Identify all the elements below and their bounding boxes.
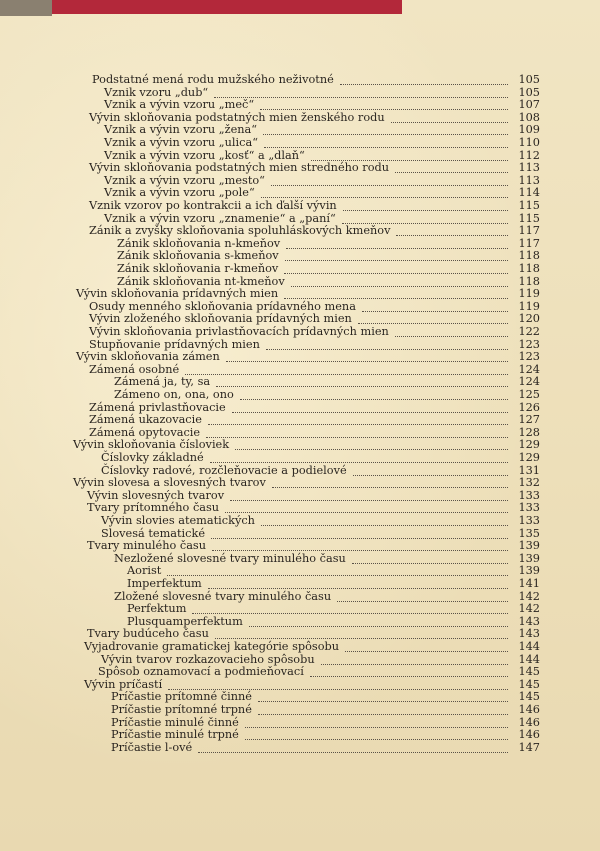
toc-entry-title: Zánik a zvyšky skloňovania spoluhláskových kmeňov	[89, 224, 391, 238]
toc-entry-page: 117	[518, 236, 540, 250]
toc-entry-title: Vývin slovesa a slovesných tvarov	[73, 476, 266, 490]
toc-entry-title: Slovesá tematické	[101, 526, 206, 540]
toc-entry-title: Zložené slovesné tvary minulého času	[114, 589, 332, 603]
toc-entry-page: 108	[518, 110, 540, 124]
toc-entry-page: 123	[518, 337, 540, 351]
toc-entry-page: 145	[518, 690, 540, 704]
toc-entry-title: Zánik skloňovania nt-kmeňov	[117, 274, 285, 288]
toc-entry-page: 123	[518, 350, 540, 364]
dot-leader	[198, 738, 508, 753]
toc-entry-title: Príčastie prítomné činné	[111, 690, 252, 704]
toc-entry-title: Zánik skloňovania s-kmeňov	[117, 249, 279, 263]
toc-entry-page: 115	[518, 211, 540, 225]
toc-entry-page: 124	[518, 375, 540, 389]
toc-entry-page: 142	[518, 602, 540, 616]
toc-entry-page: 117	[518, 224, 540, 238]
toc-entry-page: 132	[518, 476, 540, 490]
toc-entry-page: 114	[518, 186, 540, 200]
toc-entry-page: 135	[518, 526, 540, 540]
toc-entry-title: Vznik a vývin vzoru „ulica“	[104, 136, 258, 149]
toc-entry-page: 131	[518, 463, 540, 477]
toc-entry-page: 115	[518, 199, 540, 212]
toc-entry-title: Vznik a vývin vzoru „meč“	[104, 98, 255, 112]
toc-entry-page: 139	[518, 539, 540, 553]
toc-entry-title: Zánik skloňovania r-kmeňov	[117, 262, 279, 275]
toc-entry-title: Vývin tvarov rozkazovacieho spôsobu	[101, 652, 315, 666]
toc-entry-title: Vývin slovesných tvarov	[87, 488, 225, 502]
toc-entry-title: Zámená ukazovacie	[89, 413, 202, 427]
toc-entry-title: Vznik a vývin vzoru „znamenie“ a „paní“	[104, 211, 336, 225]
toc-entry-page: 146	[518, 715, 540, 729]
toc-entry-page: 146	[518, 703, 540, 716]
toc-entry-title: Spôsob oznamovací a podmieňovací	[98, 665, 304, 679]
toc-entry-title: Podstatné mená rodu mužského neživotné	[92, 73, 334, 86]
toc-entry-title: Aorist	[127, 564, 162, 578]
toc-entry-title: Vývin zloženého skloňovania prídavných mien	[89, 312, 352, 326]
toc-entry-page: 145	[518, 677, 540, 691]
toc-entry-page: 127	[518, 413, 540, 427]
toc-entry-title: Vývin skloňovania podstatných mien stredného rodu	[89, 161, 390, 175]
toc-entry-page: 113	[518, 173, 540, 187]
toc-entry-page: 118	[518, 262, 540, 275]
toc-entry-page: 143	[518, 627, 540, 641]
toc-entry-page: 105	[518, 73, 540, 86]
toc-entry-title: Zámená privlastňovacie	[89, 400, 226, 414]
binding-strip	[0, 0, 52, 16]
red-cover-strip	[52, 0, 402, 14]
toc-entry-title: Tvary budúceho času	[87, 627, 209, 641]
toc-entry-title: Zámeno on, ona, ono	[114, 388, 234, 401]
toc-entry-page: 133	[518, 514, 540, 527]
toc-entry-title: Zámená opytovacie	[89, 425, 201, 439]
toc-entry-title: Vývin skloňovania zámen	[76, 350, 220, 364]
toc-entry-page: 112	[518, 148, 540, 162]
toc-entry-page: 126	[518, 400, 540, 414]
toc-entry-title: Imperfektum	[127, 577, 202, 590]
toc-entry-page: 129	[518, 438, 540, 452]
toc-entry-title: Vývin skloňovania privlastňovacích prídavných mien	[89, 325, 389, 338]
toc-entry-page: 118	[518, 274, 540, 288]
toc-entry-page: 144	[518, 652, 540, 666]
toc-entry-title: Stupňovanie prídavných mien	[89, 337, 260, 351]
toc-entry-title: Príčastie prítomné trpné	[111, 703, 252, 716]
toc-entry-title: Zámená osobné	[89, 362, 180, 376]
toc-entry-title: Vznik a vývin vzoru „žena“	[104, 123, 258, 137]
toc-entry-page: 122	[518, 325, 540, 338]
toc-entry-title: Vývin skloňovania čísloviek	[73, 438, 230, 452]
toc-entry-page: 124	[518, 362, 540, 376]
toc-entry-title: Zámená ja, ty, sa	[114, 375, 211, 389]
toc-entry-page: 128	[518, 425, 540, 439]
toc-entry-title: Vyjadrovanie gramatickej kategórie spôsobu	[84, 640, 340, 653]
toc-entry-title: Príčastie minulé činné	[111, 715, 239, 729]
toc-entry-page: 125	[518, 388, 540, 401]
toc-entry-title: Vývin slovies atematických	[101, 514, 255, 527]
toc-entry-title: Vývin skloňovania podstatných mien ženského rodu	[89, 110, 385, 124]
toc-entry-title: Tvary minulého času	[87, 539, 207, 553]
toc-entry-title: Vývin skloňovania prídavných mien	[76, 287, 279, 301]
toc-entry-title: Číslovky základné	[101, 451, 204, 464]
toc-entry-page: 139	[518, 551, 540, 565]
toc-entry-page: 145	[518, 665, 540, 679]
toc-entry	[0, 741, 540, 755]
toc-entry-title: Plusquamperfektum	[127, 614, 243, 628]
toc-entry-page: 133	[518, 501, 540, 515]
toc-entry-title: Číslovky radové, rozčleňovacie a podielové	[101, 463, 347, 477]
toc-entry-page: 118	[518, 249, 540, 263]
toc-entry-title: Vznik vzoru „dub“	[104, 85, 209, 99]
toc-entry-page: 144	[518, 640, 540, 653]
toc-entry-page: 139	[518, 564, 540, 578]
toc-entry-page: 142	[518, 589, 540, 603]
toc-entry-page: 143	[518, 614, 540, 628]
toc-entry-title: Osudy menného skloňovania prídavného mena	[89, 299, 356, 313]
toc-entry-page: 146	[518, 728, 540, 742]
toc-entry-page: 129	[518, 451, 540, 464]
toc-entry-page: 110	[518, 136, 540, 149]
toc-entry-page: 133	[518, 488, 540, 502]
toc-entry-title: Perfektum	[127, 602, 187, 616]
toc-entry-title: Zánik skloňovania n-kmeňov	[117, 236, 281, 250]
toc-entry-title: Vznik a vývin vzoru „pole“	[104, 186, 255, 200]
toc-entry-title: Príčastie l-ové	[111, 740, 193, 754]
toc-entry-title: Vznik a vývin vzoru „mesto“	[104, 173, 265, 187]
toc-entry-page: 107	[518, 98, 540, 112]
toc-entry-title: Vznik a vývin vzoru „kosť“ a „dlaň“	[104, 148, 305, 162]
toc-entry-title: Nezložené slovesné tvary minulého času	[114, 551, 346, 565]
toc-entry-title: Vznik vzorov po kontrakcii a ich ďalší vývin	[89, 199, 337, 212]
toc-entry-page: 141	[518, 577, 540, 590]
toc-entry-page: 119	[518, 287, 540, 301]
toc-entry-title: Vývin príčastí	[84, 677, 163, 691]
toc-entry-title: Tvary prítomného času	[87, 501, 220, 515]
toc-entry-page: 109	[518, 123, 540, 137]
toc-entry-page: 120	[518, 312, 540, 326]
toc-entry-page: 147	[518, 740, 540, 754]
toc-entry-page: 119	[518, 299, 540, 313]
toc-entry-title: Príčastie minulé trpné	[111, 728, 239, 742]
toc-entry-page: 113	[518, 161, 540, 175]
toc-entry-page: 105	[518, 85, 540, 99]
